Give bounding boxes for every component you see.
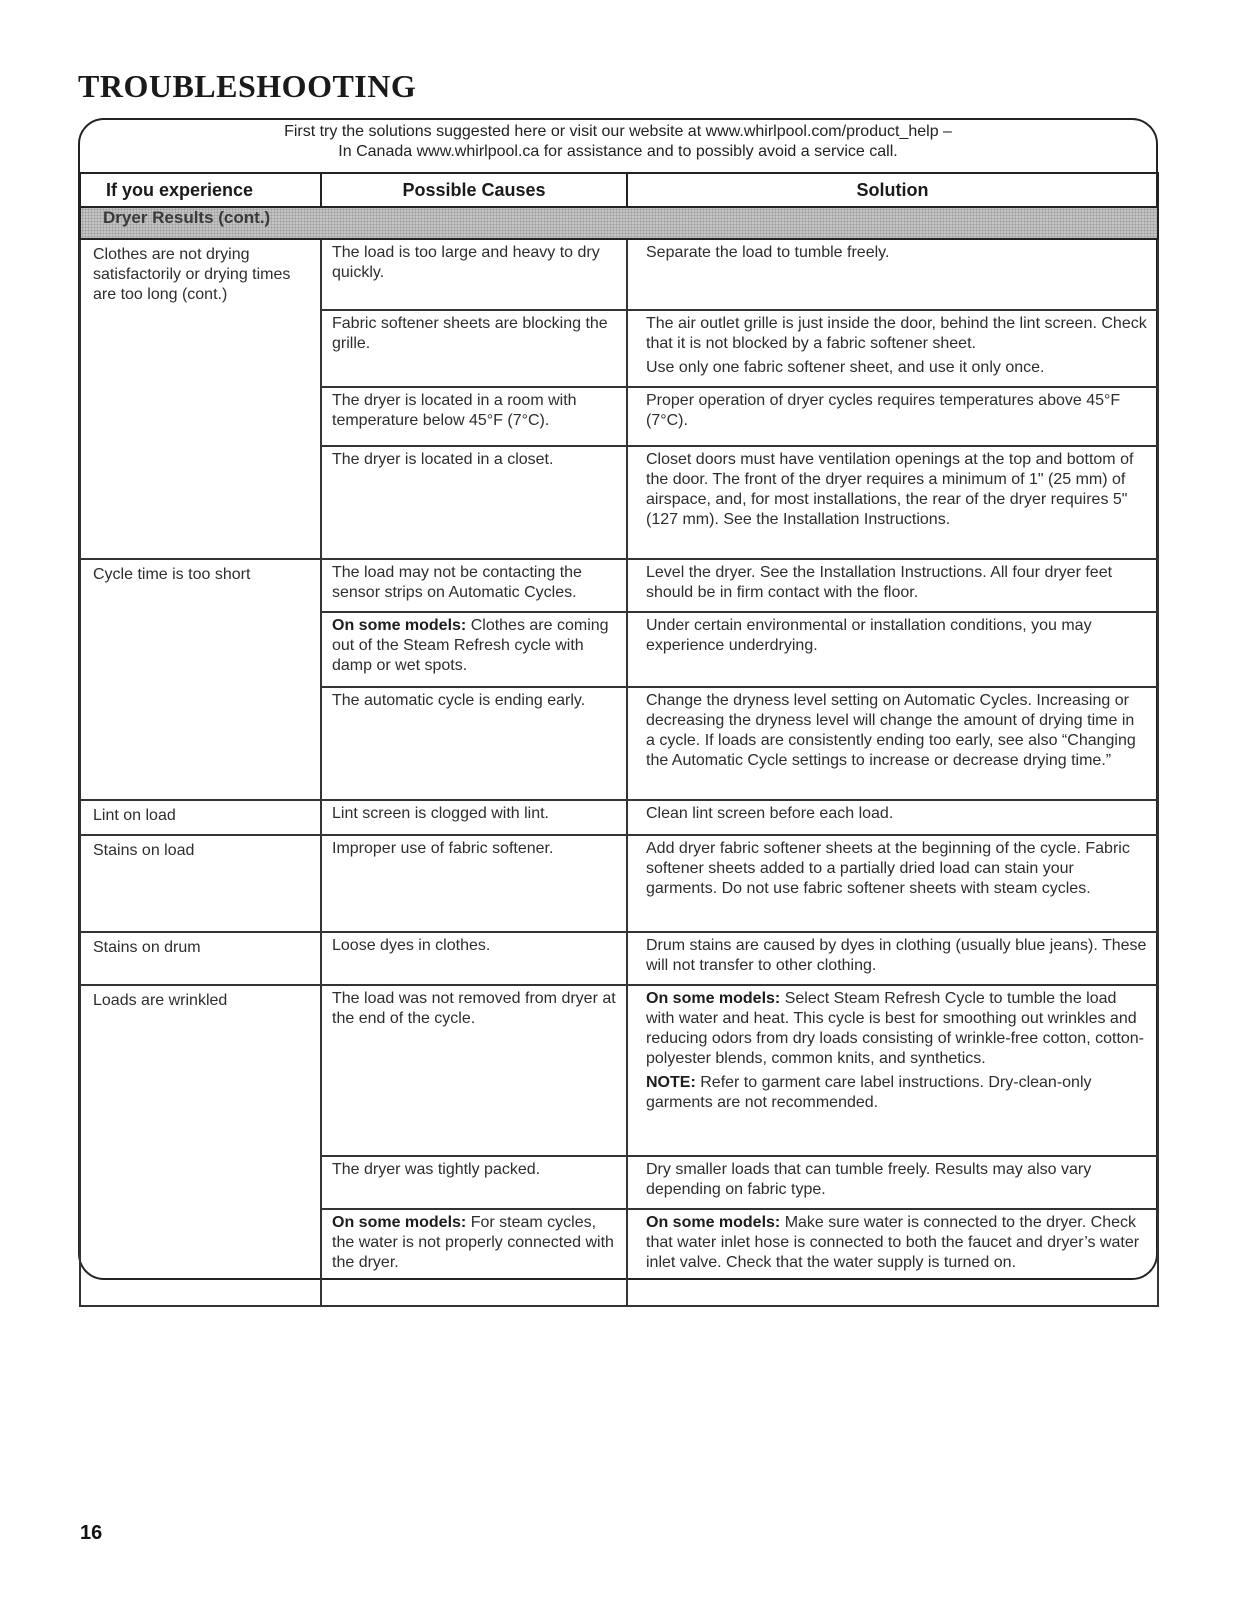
cause-cell: Fabric softener sheets are blocking the grille. — [321, 310, 627, 387]
solution-cell: Dry smaller loads that can tumble freely. Results may also vary depending on fabric type. — [627, 1156, 1158, 1209]
cause-cell: Loose dyes in clothes. — [321, 932, 627, 985]
solution-text: Make sure water is connected to the dryer. Check that water inlet hose is connected to both the faucet and dryer’s water inlet valve. Check that the water supply is turned on. — [646, 1214, 1140, 1271]
troubleshooting-table — [79, 172, 1159, 1307]
intro-line-1: First try the solutions suggested here or visit our website at www.whirlpool.com/product_help – — [284, 123, 952, 140]
table-row — [80, 387, 1158, 446]
page-number: 16 — [80, 1522, 103, 1544]
solution-extra: Use only one fabric softener sheet, and use it only once. — [646, 359, 1045, 376]
cause-cell: The load was not removed from dryer at the end of the cycle. — [321, 985, 627, 1156]
solution-note: NOTE: Refer to garment care label instructions. Dry-clean-only garments are not recommended. — [646, 1074, 1092, 1111]
cause-cell — [321, 612, 627, 687]
on-some-models-label: On some models: — [332, 1214, 467, 1231]
table-row — [80, 239, 1158, 310]
on-some-models-label: On some models: — [332, 617, 467, 634]
experience-cell: Clothes are not drying satisfactorily or drying times are too long (cont.) — [80, 239, 321, 310]
table-row — [80, 932, 1158, 985]
solution-cell: Under certain environmental or installation conditions, you may experience underdrying. — [627, 612, 1158, 687]
cause-cell — [321, 1209, 627, 1306]
experience-cell: Cycle time is too short — [80, 559, 321, 612]
section-label: Dryer Results (cont.) — [80, 207, 1158, 239]
table-row — [80, 800, 1158, 835]
solution-cell — [627, 985, 1158, 1156]
page-title: TROUBLESHOOTING — [78, 68, 417, 104]
solution-cell: Change the dryness level setting on Automatic Cycles. Increasing or decreasing the dryness level will change the amount of drying time in a cycle. If loads are consistently ending too early, see also “Changing the Automatic Cycle settings to increase or decrease drying time.” — [627, 687, 1158, 800]
table-row — [80, 687, 1158, 800]
cause-cell: Lint screen is clogged with lint. — [321, 800, 627, 835]
experience-cell: Stains on load — [80, 835, 321, 932]
solution-cell — [627, 1209, 1158, 1306]
table-row — [80, 985, 1158, 1156]
cause-cell: Improper use of fabric softener. — [321, 835, 627, 932]
solution-cell: Clean lint screen before each load. — [627, 800, 1158, 835]
solution-cell: Separate the load to tumble freely. — [627, 239, 1158, 310]
cause-cell: The load may not be contacting the sensor strips on Automatic Cycles. — [321, 559, 627, 612]
cause-cell: The dryer is located in a closet. — [321, 446, 627, 559]
intro-line-2: In Canada www.whirlpool.ca for assistance and to possibly avoid a service call. — [338, 143, 898, 160]
header-solution: Solution — [627, 173, 1158, 207]
solution-cell: Drum stains are caused by dyes in clothing (usually blue jeans). These will not transfer to other clothing. — [627, 932, 1158, 985]
table-row — [80, 1209, 1158, 1306]
table-row — [80, 559, 1158, 612]
solution-cell: Closet doors must have ventilation openings at the top and bottom of the door. The front of the dryer requires a minimum of 1" (25 mm) of airspace, and, for most installations, the rear of the dryer requires 5" (127 mm). See the Installation Instructions. — [627, 446, 1158, 559]
note-label: NOTE: — [646, 1074, 696, 1091]
table-row — [80, 835, 1158, 932]
solution-cell — [627, 310, 1158, 387]
solution-cell: Level the dryer. See the Installation Instructions. All four dryer feet should be in firm contact with the floor. — [627, 559, 1158, 612]
cause-cell: The dryer was tightly packed. — [321, 1156, 627, 1209]
cause-text: For steam cycles, the water is not properly connected with the dryer. — [332, 1214, 614, 1271]
solution-cell: Add dryer fabric softener sheets at the beginning of the cycle. Fabric softener sheets added to a partially dried load can stain your garments. Do not use fabric softener sheets with steam cycles. — [627, 835, 1158, 932]
solution-text: On some models: Select Steam Refresh Cycle to tumble the load with water and heat. This cycle is best for smoothing out wrinkles and reducing odors from dry loads consisting of wrinkle-free cotton, cotton-polyester blends, common knits, and synthetics. — [646, 990, 1145, 1067]
intro-text — [78, 122, 1158, 162]
cause-text: Clothes are coming out of the Steam Refresh cycle with damp or wet spots. — [332, 617, 609, 674]
experience-cell: Loads are wrinkled — [80, 985, 321, 1156]
table-row — [80, 310, 1158, 387]
header-possible-causes: Possible Causes — [321, 173, 627, 207]
experience-cell: Lint on load — [80, 800, 321, 835]
table-row — [80, 446, 1158, 559]
cause-cell: The load is too large and heavy to dry quickly. — [321, 239, 627, 310]
table-row — [80, 1156, 1158, 1209]
cause-cell: The dryer is located in a room with temperature below 45°F (7°C). — [321, 387, 627, 446]
table-header-row — [80, 173, 1158, 207]
header-if-you-experience: If you experience — [80, 173, 321, 207]
table-row — [80, 612, 1158, 687]
solution-text: The air outlet grille is just inside the door, behind the lint screen. Check that it is not blocked by a fabric softener sheet. — [646, 315, 1147, 352]
on-some-models-label: On some models: — [646, 1214, 781, 1231]
solution-cell: Proper operation of dryer cycles requires temperatures above 45°F (7°C). — [627, 387, 1158, 446]
section-row — [80, 207, 1158, 239]
experience-cell: Stains on drum — [80, 932, 321, 985]
cause-cell: The automatic cycle is ending early. — [321, 687, 627, 800]
on-some-models-label: On some models: — [646, 990, 781, 1007]
